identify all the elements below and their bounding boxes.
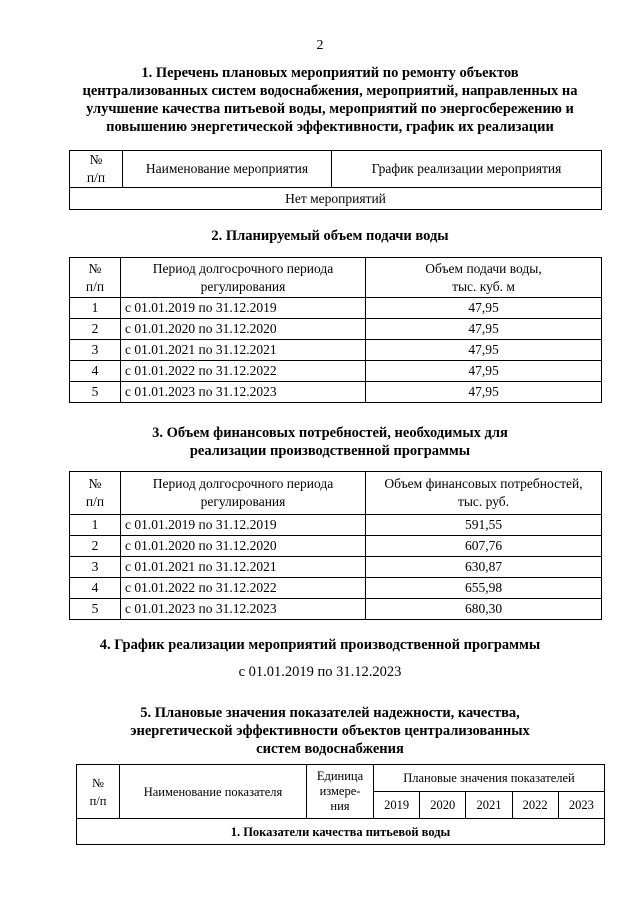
row-value: 607,76 <box>366 536 602 557</box>
table-row <box>70 361 602 382</box>
col-value-header <box>366 472 602 515</box>
row-value: 47,95 <box>366 298 602 319</box>
section1-title <box>60 64 600 136</box>
year-header: 2020 <box>420 792 466 819</box>
header-text: № <box>88 476 102 491</box>
table-row <box>70 599 602 620</box>
row-number: 4 <box>70 578 121 599</box>
section1-title-line: 1. Перечень плановых мероприятий по ремонту объектов <box>141 65 519 81</box>
year-header: 2019 <box>374 792 420 819</box>
row-number: 5 <box>70 382 121 403</box>
section5-title-line: энергетической эффективности объектов централизованных <box>130 723 530 739</box>
section1-title-line: повышению энергетической эффективности, график их реализации <box>106 119 554 135</box>
header-text: Объем подачи воды, <box>425 260 542 276</box>
table-header-row <box>70 151 602 188</box>
row-number: 5 <box>70 599 121 620</box>
section4-title: 4. График реализации мероприятий производственной программы <box>99 637 541 653</box>
header-text: № <box>92 775 104 790</box>
col-num-header <box>70 258 121 298</box>
row-number: 1 <box>70 298 121 319</box>
section2-title: 2. Планируемый объем подачи воды <box>211 228 449 244</box>
financial-needs-table <box>69 471 602 620</box>
header-text: п/п <box>85 494 105 509</box>
row-period: с 01.01.2021 по 31.12.2021 <box>121 340 366 361</box>
col-period-header <box>121 472 366 515</box>
table-row <box>70 319 602 340</box>
row-value: 680,30 <box>366 599 602 620</box>
header-text: Период долгосрочного периода <box>152 260 334 276</box>
header-text: регулирования <box>200 494 286 509</box>
col-schedule-header: График реализации мероприятия <box>332 151 602 188</box>
year-header: 2021 <box>466 792 512 819</box>
header-text: № <box>88 260 102 276</box>
page-number: 2 <box>316 38 324 53</box>
row-value: 47,95 <box>366 319 602 340</box>
col-num-header <box>77 765 120 819</box>
row-period: с 01.01.2023 по 31.12.2023 <box>121 599 366 620</box>
row-value: 47,95 <box>366 361 602 382</box>
empty-row-text: Нет мероприятий <box>70 188 602 210</box>
row-period: с 01.01.2020 по 31.12.2020 <box>121 536 366 557</box>
row-number: 3 <box>70 340 121 361</box>
row-value: 47,95 <box>366 340 602 361</box>
year-header: 2022 <box>512 792 558 819</box>
row-number: 1 <box>70 515 121 536</box>
table-subheader-row <box>77 819 605 845</box>
table-row <box>70 340 602 361</box>
row-number: 4 <box>70 361 121 382</box>
header-text: п/п <box>89 793 107 808</box>
row-period: с 01.01.2019 по 31.12.2019 <box>121 515 366 536</box>
row-period: с 01.01.2021 по 31.12.2021 <box>121 557 366 578</box>
row-number: 3 <box>70 557 121 578</box>
header-text: п/п <box>85 278 105 294</box>
col-period-header <box>121 258 366 298</box>
water-supply-table <box>69 257 602 403</box>
table-row <box>70 188 602 210</box>
section3-title-line: реализации производственной программы <box>189 443 471 459</box>
row-period: с 01.01.2019 по 31.12.2019 <box>121 298 366 319</box>
row-period: с 01.01.2022 по 31.12.2022 <box>121 361 366 382</box>
table-header-row <box>77 765 605 792</box>
table-row <box>70 557 602 578</box>
indicators-table <box>76 764 605 845</box>
header-text: тыс. куб. м <box>452 278 515 294</box>
table-row <box>70 536 602 557</box>
header-text: Единица <box>316 769 364 783</box>
row-value: 47,95 <box>366 382 602 403</box>
table-row <box>70 578 602 599</box>
section3-title <box>60 424 600 460</box>
header-text: п/п <box>86 170 106 185</box>
section5-title <box>60 704 600 758</box>
header-text: измере- <box>319 784 361 798</box>
header-text: ния <box>330 799 350 813</box>
measures-table <box>69 150 602 210</box>
row-period: с 01.01.2023 по 31.12.2023 <box>121 382 366 403</box>
table-row <box>70 382 602 403</box>
section3-title-line: 3. Объем финансовых потребностей, необходимых для <box>152 425 508 441</box>
section1-title-line: улучшение качества питьевой воды, мероприятий по энергосбережению и <box>86 101 574 117</box>
section4-period: с 01.01.2019 по 31.12.2023 <box>238 664 402 680</box>
row-period: с 01.01.2020 по 31.12.2020 <box>121 319 366 340</box>
col-name-header: Наименование показателя <box>120 765 307 819</box>
section5-title-line: 5. Плановые значения показателей надежности, качества, <box>140 705 520 721</box>
table-header-row <box>70 258 602 298</box>
col-value-header <box>366 258 602 298</box>
section1-title-line: централизованных систем водоснабжения, мероприятий, направленных на <box>82 83 578 99</box>
year-header: 2023 <box>558 792 604 819</box>
quality-indicators-subheader: 1. Показатели качества питьевой воды <box>77 819 605 845</box>
col-name-header: Наименование мероприятия <box>123 151 332 188</box>
table-row <box>70 298 602 319</box>
col-num-header <box>70 472 121 515</box>
row-number: 2 <box>70 536 121 557</box>
header-text: тыс. руб. <box>457 494 510 509</box>
row-number: 2 <box>70 319 121 340</box>
row-value: 655,98 <box>366 578 602 599</box>
section5-title-line: систем водоснабжения <box>256 741 404 757</box>
row-value: 630,87 <box>366 557 602 578</box>
row-period: с 01.01.2022 по 31.12.2022 <box>121 578 366 599</box>
table-row <box>70 515 602 536</box>
header-text: Объем финансовых потребностей, <box>384 476 583 491</box>
row-value: 591,55 <box>366 515 602 536</box>
col-unit-header <box>307 765 374 819</box>
col-planned-header: Плановые значения показателей <box>374 765 605 792</box>
header-text: регулирования <box>200 278 286 294</box>
header-text: № <box>89 152 103 167</box>
header-text: Период долгосрочного периода <box>152 476 334 491</box>
table-header-row <box>70 472 602 515</box>
col-num-header <box>70 151 123 188</box>
